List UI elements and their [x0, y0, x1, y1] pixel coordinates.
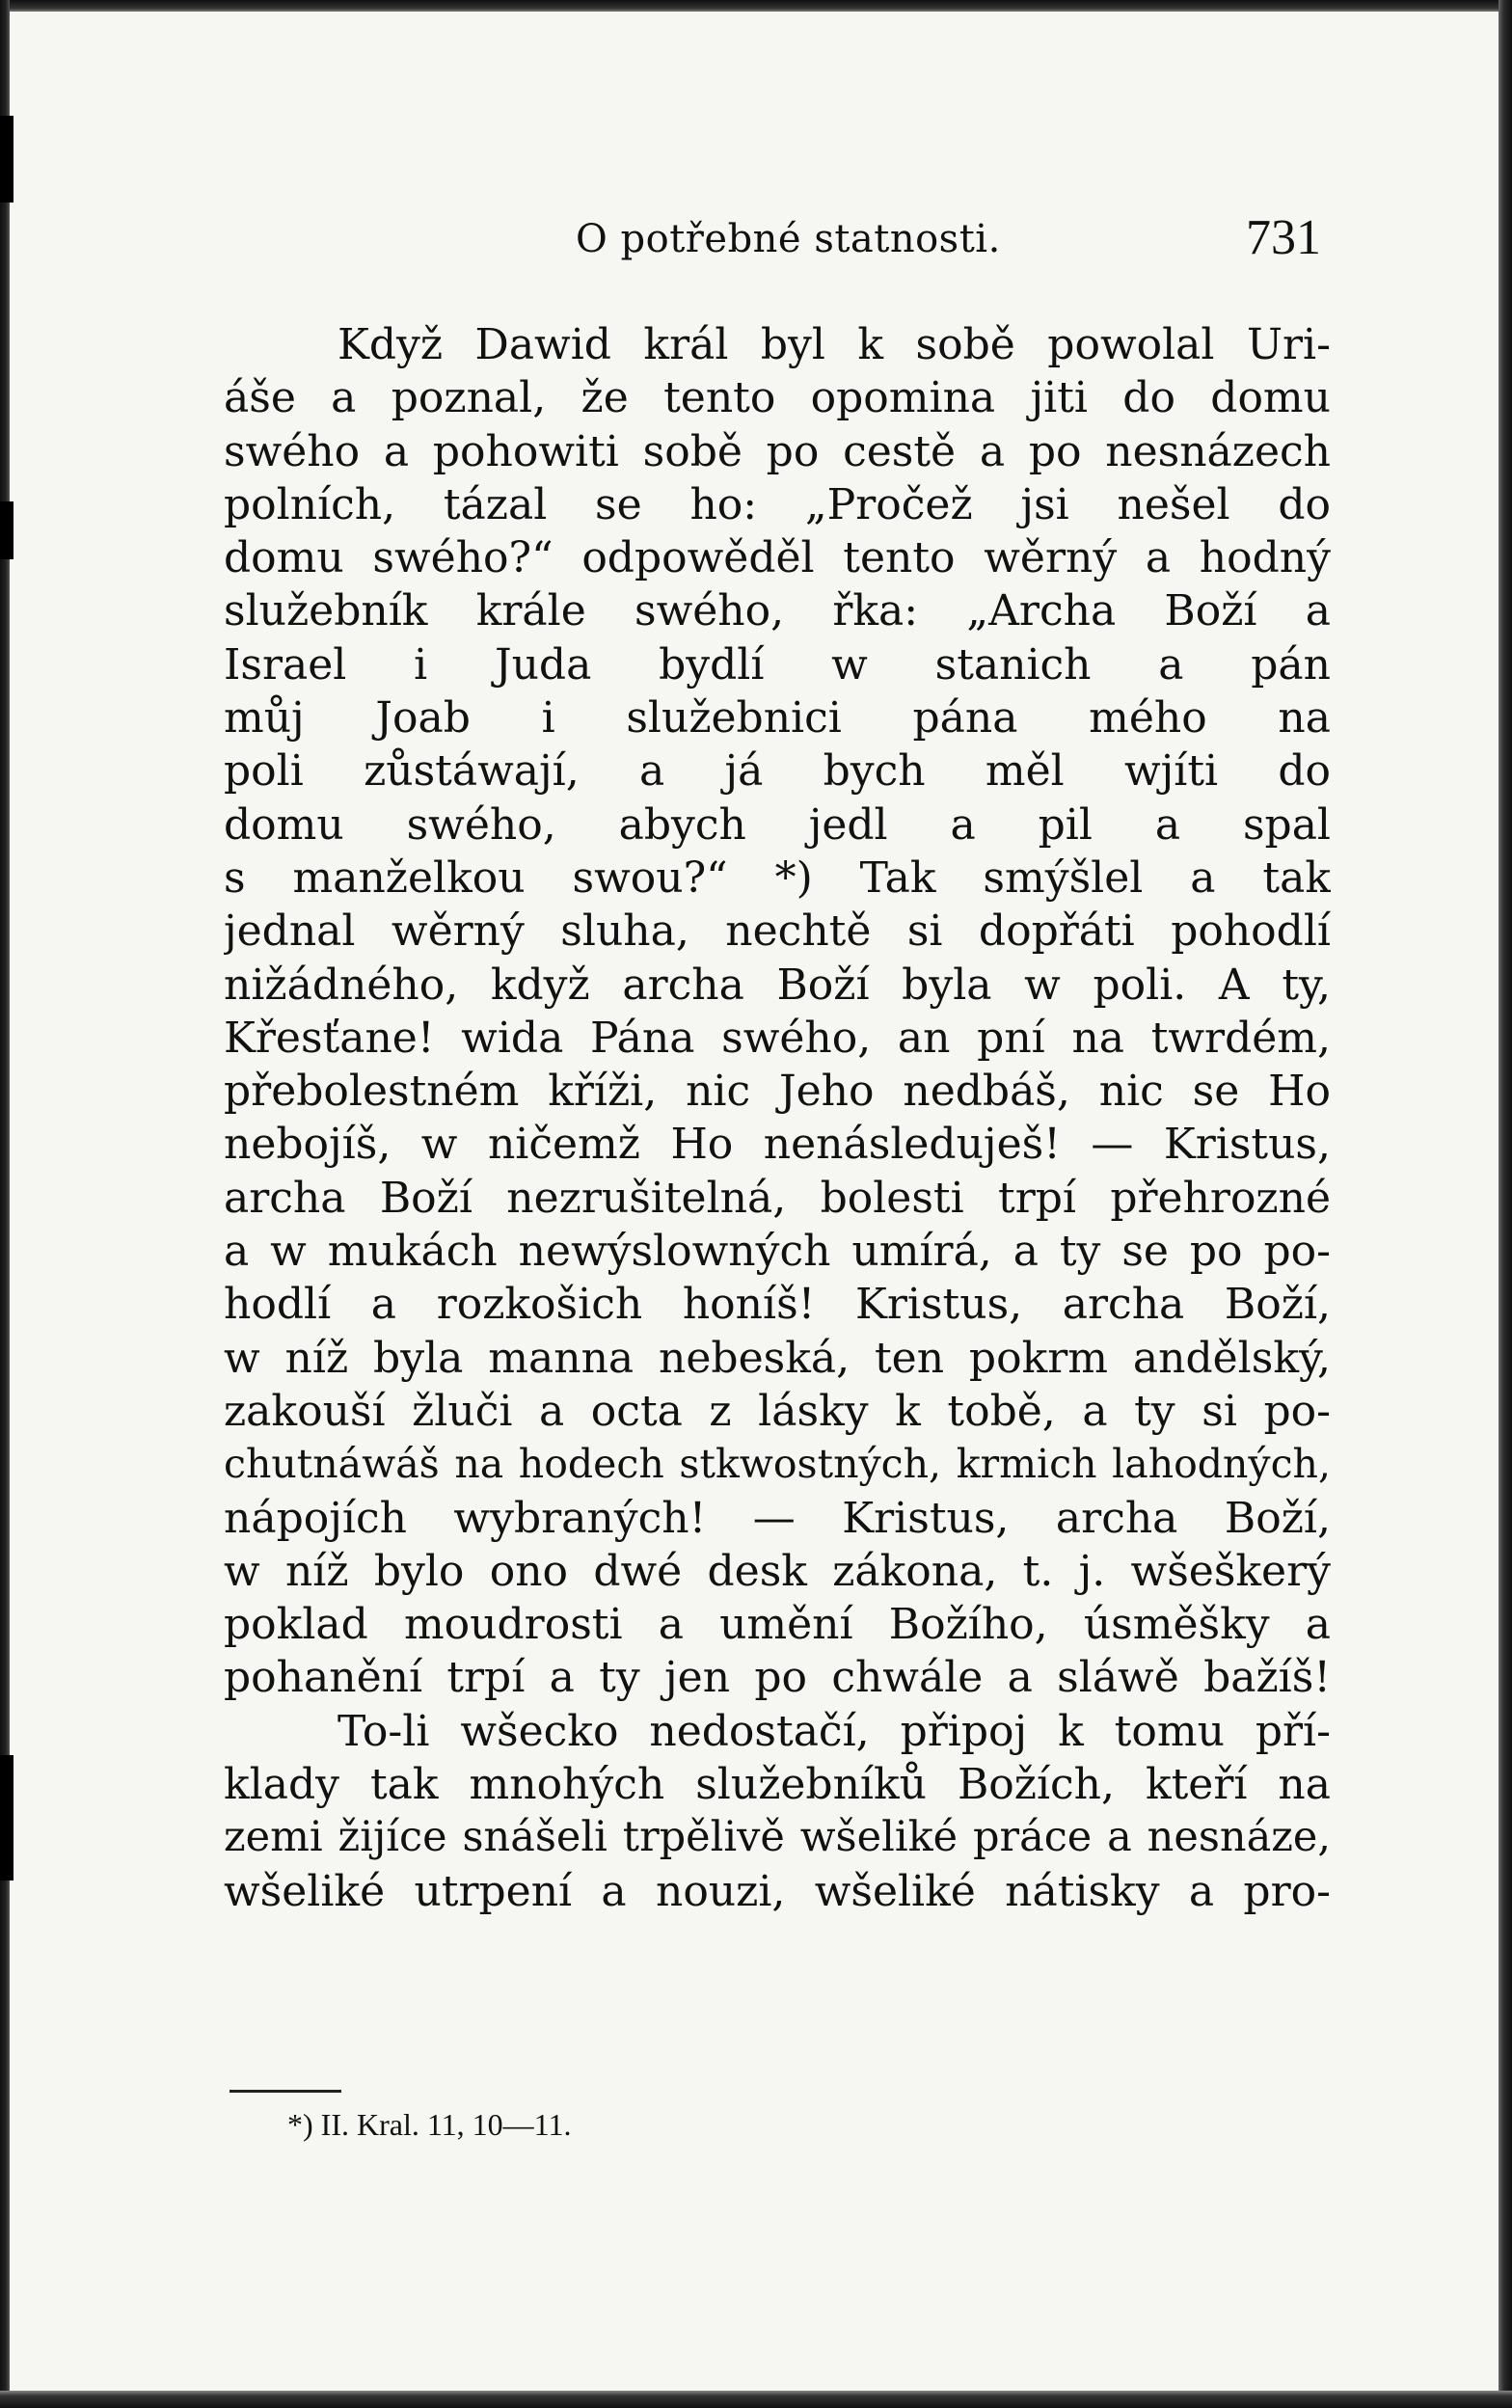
- scan-edge-mark: [0, 501, 14, 559]
- page-number: 731: [1246, 210, 1321, 265]
- text-line: Israel i Juda bydlí w stanich a pán: [224, 639, 1331, 690]
- text-line: přebolestném kříži, nic Jeho nedbáš, nic se Ho: [224, 1067, 1331, 1117]
- text-line: jednal wěrný sluha, nechtě si dopřáti pohodlí: [224, 906, 1331, 957]
- scan-edge-mark: [0, 1755, 14, 1880]
- scan-border-bottom: [0, 2391, 1512, 2408]
- text-line: Když Dawid král byl k sobě powolal Uri-: [338, 320, 1331, 369]
- text-line: w níž byla manna nebeská, ten pokrm andělský,: [224, 1333, 1331, 1383]
- text-line: Křesťane! wida Pána swého, an pní na twrdém,: [224, 1013, 1331, 1063]
- text-line: klady tak mnohých služebníků Božích, kteří na: [224, 1760, 1331, 1810]
- text-line: s manželkou swou?“ *) Tak smýšlel a tak: [224, 852, 1331, 903]
- scan-edge-mark: [0, 116, 14, 203]
- text-line: služebník krále swého, řka: „Archa Boží a: [224, 586, 1331, 636]
- text-line: poklad moudrosti a umění Božího, úsměšky a: [224, 1600, 1331, 1650]
- running-head: O potřebné statnosti.: [576, 217, 1001, 261]
- page-header: [212, 210, 1321, 284]
- text-line: poli zůstáwají, a já bych měl wjíti do: [224, 746, 1331, 797]
- footnote-rule: [230, 2090, 341, 2093]
- text-line: nebojíš, w ničemž Ho nenásleduješ! — Kristus,: [224, 1120, 1331, 1170]
- scan-border-right: [1498, 0, 1512, 2408]
- footnote: *) II. Kral. 11, 10—11.: [287, 2107, 572, 2142]
- text-line: wšeliké utrpení a nouzi, wšeliké nátisky a pro-: [224, 1866, 1331, 1916]
- scan-border-left: [0, 0, 10, 2408]
- text-line: a w mukách newýslowných umírá, a ty se po po-: [224, 1227, 1331, 1277]
- text-line: domu swého, abych jedl a pil a spal: [224, 799, 1331, 850]
- body-text: [224, 318, 1331, 1918]
- text-line: můj Joab i služebnici pána mého na: [224, 693, 1331, 744]
- text-line: zakouší žluči a octa z lásky k tobě, a ty si po-: [224, 1386, 1331, 1436]
- text-line: chutnáwáš na hodech stkwostných, krmich lahodných,: [224, 1441, 1331, 1488]
- text-line: pohanění trpí a ty jen po chwále a sláwě bažíš!: [224, 1653, 1331, 1703]
- text-line: polních, tázal se ho: „Pročež jsi nešel do: [224, 479, 1331, 529]
- scan-border-top: [0, 0, 1512, 12]
- text-line: nižádného, když archa Boží byla w poli. A ty,: [224, 960, 1331, 1010]
- text-line: hodlí a rozkošich honíš! Kristus, archa Boží,: [224, 1280, 1331, 1330]
- text-line: zemi žijíce snášeli trpělivě wšeliké práce a nesnáze,: [224, 1813, 1331, 1862]
- text-line: nápojích wybraných! — Kristus, archa Boží,: [224, 1493, 1331, 1543]
- text-line: To-li wšecko nedostačí, připoj k tomu pří-: [338, 1706, 1331, 1756]
- text-line: archa Boží nezrušitelná, bolesti trpí přehrozné: [224, 1173, 1331, 1223]
- text-line: domu swého?“ odpowěděl tento wěrný a hodný: [224, 533, 1331, 583]
- text-line: áše a poznal, že tento opomina jiti do domu: [224, 373, 1331, 423]
- text-line: w níž bylo ono dwé desk zákona, t. j. wšeškerý: [224, 1546, 1331, 1596]
- text-line: swého a pohowiti sobě po cestě a po nesnázech: [224, 426, 1331, 476]
